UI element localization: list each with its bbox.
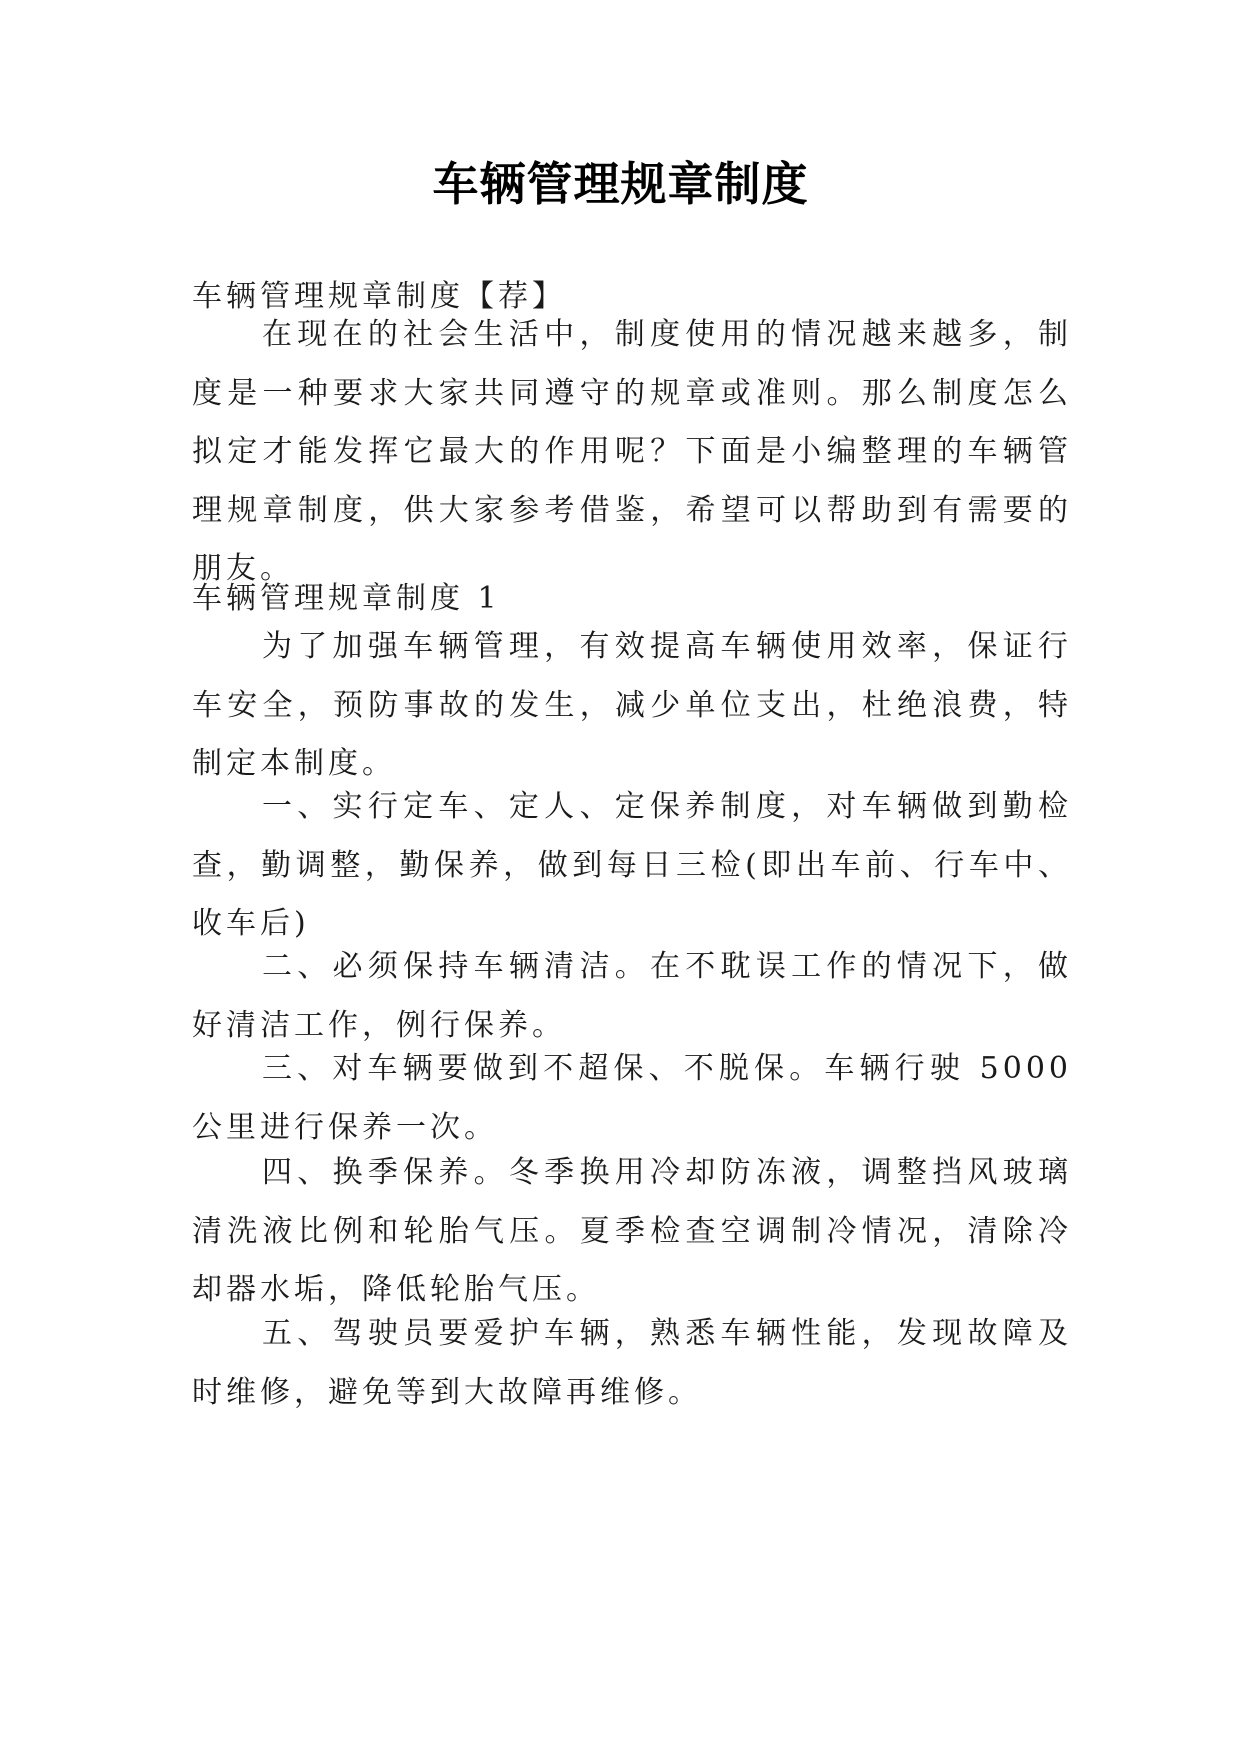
rule-item-2: 二、必须保持车辆清洁。在不耽误工作的情况下，做好清洁工作，例行保养。: [192, 949, 1072, 1043]
page-title: 车辆管理规章制度: [432, 157, 809, 211]
rule-item-3: 三、对车辆要做到不超保、不脱保。车辆行驶 5000 公里进行保养一次。: [192, 1051, 1072, 1145]
rule-item-4: 四、换季保养。冬季换用冷却防冻液，调整挡风玻璃清洗液比例和轮胎气压。夏季检查空调制冷情况，清除冷却器水垢，降低轮胎气压。: [192, 1155, 1072, 1307]
rule-item-1: 一、实行定车、定人、定保养制度，对车辆做到勤检查，勤调整，勤保养，做到每日三检(即出车前、行车中、收车后): [192, 789, 1072, 941]
document-subtitle: 车辆管理规章制度【荐】: [192, 279, 566, 314]
rule-item-5: 五、驾驶员要爱护车辆，熟悉车辆性能，发现故障及时维修，避免等到大故障再维修。: [192, 1316, 1072, 1410]
section-intro-paragraph: 为了加强车辆管理，有效提高车辆使用效率，保证行车安全，预防事故的发生，减少单位支出，杜绝浪费，特制定本制度。: [192, 629, 1072, 781]
intro-paragraph: 在现在的社会生活中，制度使用的情况越来越多，制度是一种要求大家共同遵守的规章或准则。那么制度怎么拟定才能发挥它最大的作用呢？下面是小编整理的车辆管理规章制度，供大家参考借鉴，希望可以帮助到有需要的朋友。: [192, 317, 1072, 586]
section-heading: 车辆管理规章制度 1: [192, 581, 501, 616]
